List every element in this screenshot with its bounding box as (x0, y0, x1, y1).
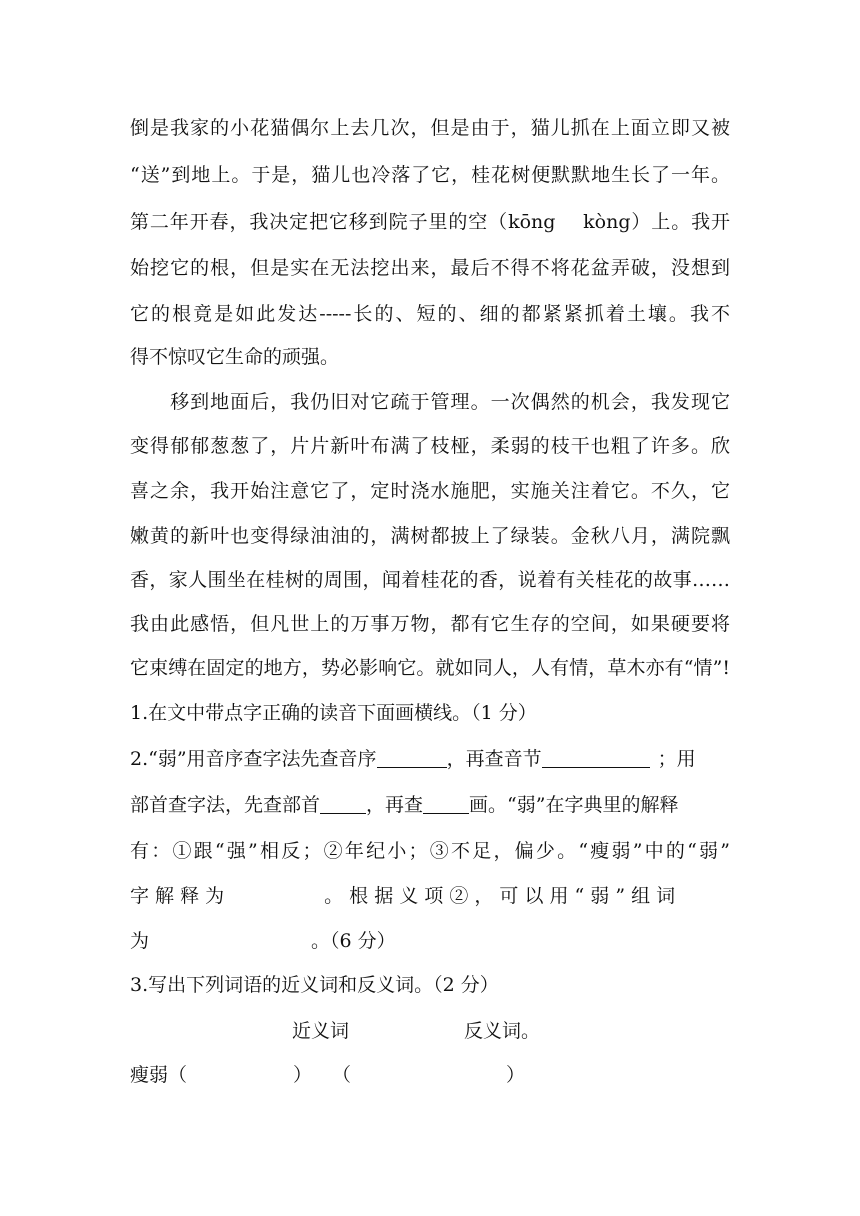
passage-p1-line-1: 倒是我家的小花猫偶尔上去几次，但是由于，猫儿抓在上面立即又被 (130, 117, 730, 139)
paren-close-2: ） (506, 1064, 526, 1086)
passage-p1-line-3: 第二年开春，我决定把它移到院子里的空（kōng kòng）上。我开 (130, 211, 730, 233)
passage-p2-line-3: 喜之余，我开始注意它了，定时浇水施肥，实施关注着它。不久，它 (130, 480, 730, 502)
question-2-line-3: 有：①跟“强”相反；②年纪小；③不足，偏少。“瘦弱”中的“弱” (130, 840, 730, 862)
q2-text-b: ，再查音节 (446, 748, 542, 770)
q2-text-c: ；用 (657, 748, 696, 770)
answer-blank-bushou[interactable] (320, 795, 366, 814)
question-2-line-4 (130, 884, 730, 908)
passage-p1-line-4: 始挖它的根，但是实在无法挖出来，最后不得不将花盆弄破，没想到 (130, 257, 730, 279)
question-2-line-1 (130, 747, 730, 771)
passage-p2-line-4: 嫩黄的新叶也变得绿油油的，满树都披上了绿装。金秋八月，满院飘 (130, 525, 730, 547)
question-2-line-2 (130, 793, 730, 817)
q2-text-e: ，再查 (366, 794, 424, 816)
synonym-answer-box[interactable] (198, 1063, 288, 1085)
passage-p2-line-6: 我由此感悟，但凡世上的万事万物，都有它生存的空间，如果硬要将 (130, 613, 730, 635)
q2-text-j: 。（6 分） (311, 930, 396, 952)
word-shouruo: 瘦弱（ (130, 1064, 188, 1086)
answer-blank-yinjie[interactable] (542, 749, 650, 768)
question-2-line-5 (130, 929, 730, 953)
q2-text-h: 。 根 据 义 项 ② ， 可 以 用 “ 弱 ” 组 词 (324, 885, 676, 907)
q2-text-f: 画。“弱”在字典里的解释 (469, 794, 679, 816)
paren-open-2: （ (332, 1064, 352, 1086)
passage-p2-line-7: 它束缚在固定的地方，势必影响它。就如同人，人有情，草木亦有“情”! (130, 657, 730, 679)
q2-text-d: 部首查字法，先查部首 (130, 794, 321, 816)
passage-p2-line-5: 香，家人围坐在桂树的周围，闻着桂花的香，说着有关桂花的故事…… (130, 569, 730, 591)
question-1: 1.在文中带点字正确的读音下面画横线。（1 分） (130, 702, 537, 724)
header-synonym: 近义词 (292, 1020, 350, 1042)
passage-p1-line-6: 得不惊叹它生命的顽强。 (130, 346, 340, 368)
answer-blank-bihua[interactable] (423, 795, 469, 814)
antonym-answer-box[interactable] (356, 1063, 506, 1085)
passage-p2-line-1: 移到地面后，我仍旧对它疏于管理。一次偶然的机会，我发现它 (130, 391, 730, 413)
passage-p1-line-2: “送”到地上。于是，猫儿也冷落了它，桂花树便默默地生长了一年。 (130, 164, 730, 186)
header-antonym: 反义词。 (464, 1020, 541, 1042)
q2-text-i: 为 (130, 930, 150, 952)
paren-close-1: ） (293, 1064, 313, 1086)
passage-p1-line-5: 它的根竟是如此发达-----长的、短的、细的都紧紧抓着土壤。我不 (130, 303, 730, 325)
answer-blank-yinxu[interactable] (377, 749, 447, 768)
question-3: 3.写出下列词语的近义词和反义词。（2 分） (130, 974, 499, 996)
passage-p2-line-2: 变得郁郁葱葱了，片片新叶布满了枝桠，柔弱的枝干也粗了许多。欣 (130, 435, 730, 457)
q2-text-g: 字 解 释 为 (130, 885, 225, 907)
q2-text-a: 2.“弱”用音序查字法先查音序 (130, 748, 377, 770)
